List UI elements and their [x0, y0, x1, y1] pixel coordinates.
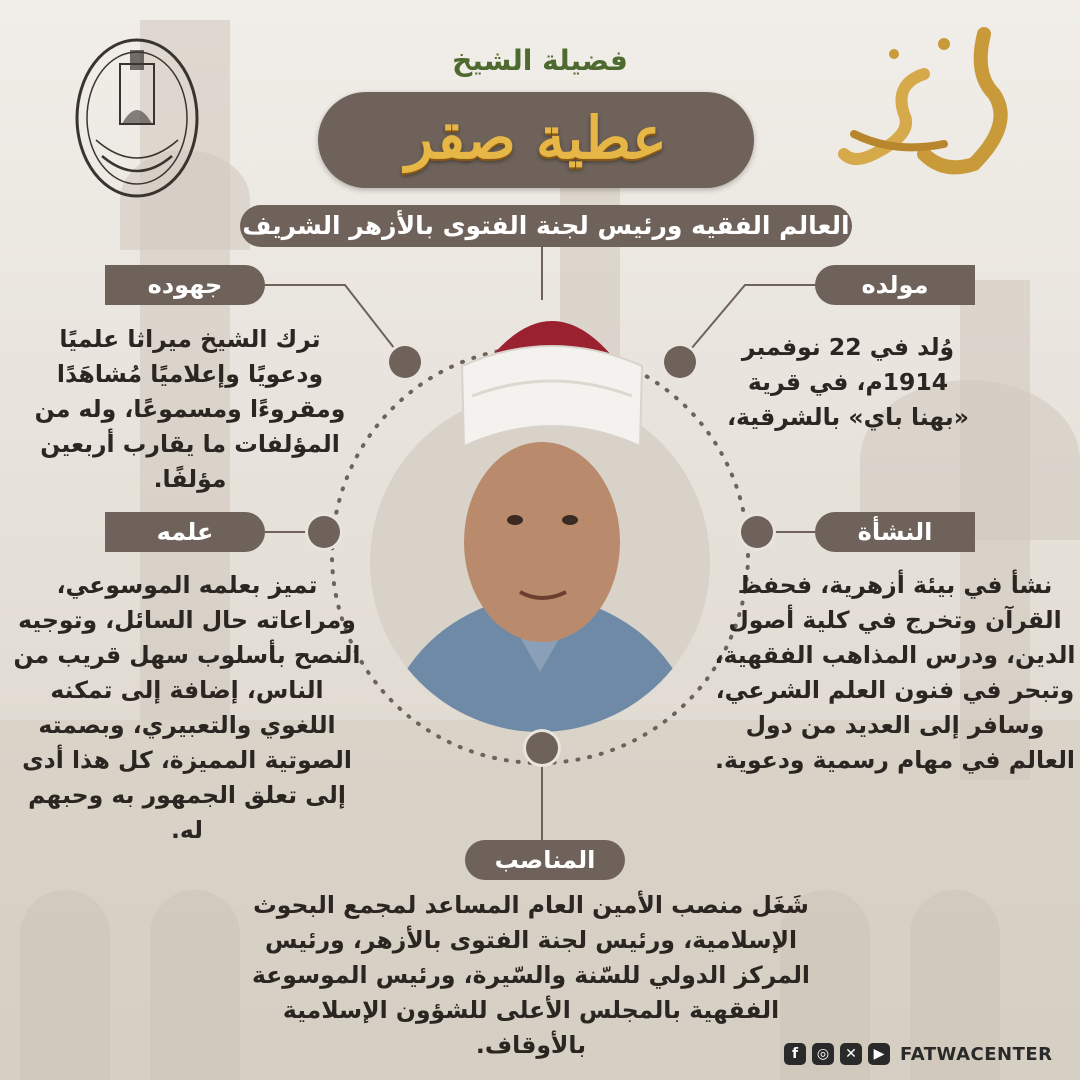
scholar-name: عطية صقر [405, 104, 667, 172]
section-title-birth: مولده [815, 265, 975, 305]
connector-dot [308, 516, 340, 548]
connector-dot [526, 732, 558, 764]
turban-illustration [452, 296, 652, 456]
facebook-icon[interactable]: f [784, 1043, 806, 1065]
x-icon[interactable]: ✕ [840, 1043, 862, 1065]
section-text-upbringing: نشأ في بيئة أزهرية، فحفظ القرآن وتخرج في كلية أصول الدين، ودرس المذاهب الفقهية، وتبحر في فنون العلم الشرعي، وسافر إلى العديد من دول العالم في مهام رسمية ودعوية. [714, 571, 1076, 774]
section-text-knowledge: تميز بعلمه الموسوعي، ومراعاته حال السائل، وتوجيه النصح بأسلوب سهل قريب من الناس، إضافة إلى تمكنه اللغوي والتعبيري، وبصمته الصوتية المميزة، كل هذا أدى إلى تعلق الجمهور به وحبهم له. [13, 571, 361, 844]
youtube-icon[interactable]: ▶ [868, 1043, 890, 1065]
social-footer [784, 1040, 1053, 1068]
section-title-knowledge: علمه [105, 512, 265, 552]
title-prefix: فضيلة الشيخ [452, 44, 628, 77]
footer-handle[interactable]: FATWACENTER [900, 1043, 1053, 1065]
section-title-positions: المناصب [465, 840, 625, 880]
section-title-upbringing: النشأة [815, 512, 975, 552]
section-text-efforts: ترك الشيخ ميراثا علميًا ودعويًا وإعلاميًا مُشاهَدًا ومقروءًا ومسموعًا، وله من المؤلفات ما يقارب أربعين مؤلفًا. [34, 325, 346, 493]
scholar-role: العالم الفقيه ورئيس لجنة الفتوى بالأزهر الشريف [242, 211, 850, 240]
section-title-efforts: جهوده [105, 265, 265, 305]
section-text-birth: وُلد في 22 نوفمبر 1914م، في قرية «بهنا باي» بالشرقية، [727, 333, 969, 431]
instagram-icon[interactable]: ◎ [812, 1043, 834, 1065]
connector-dot [664, 346, 696, 378]
section-text-positions: شَغَل منصب الأمين العام المساعد لمجمع البحوث الإسلامية، ورئيس لجنة الفتوى بالأزهر، ورئيس المركز الدولي للسّنة والسّيرة، ورئيس الموسوعة الفقهية بالمجلس الأعلى للشؤون الإسلامية بالأوقاف. [252, 891, 810, 1059]
connector-dot [389, 346, 421, 378]
connector-dot [741, 516, 773, 548]
